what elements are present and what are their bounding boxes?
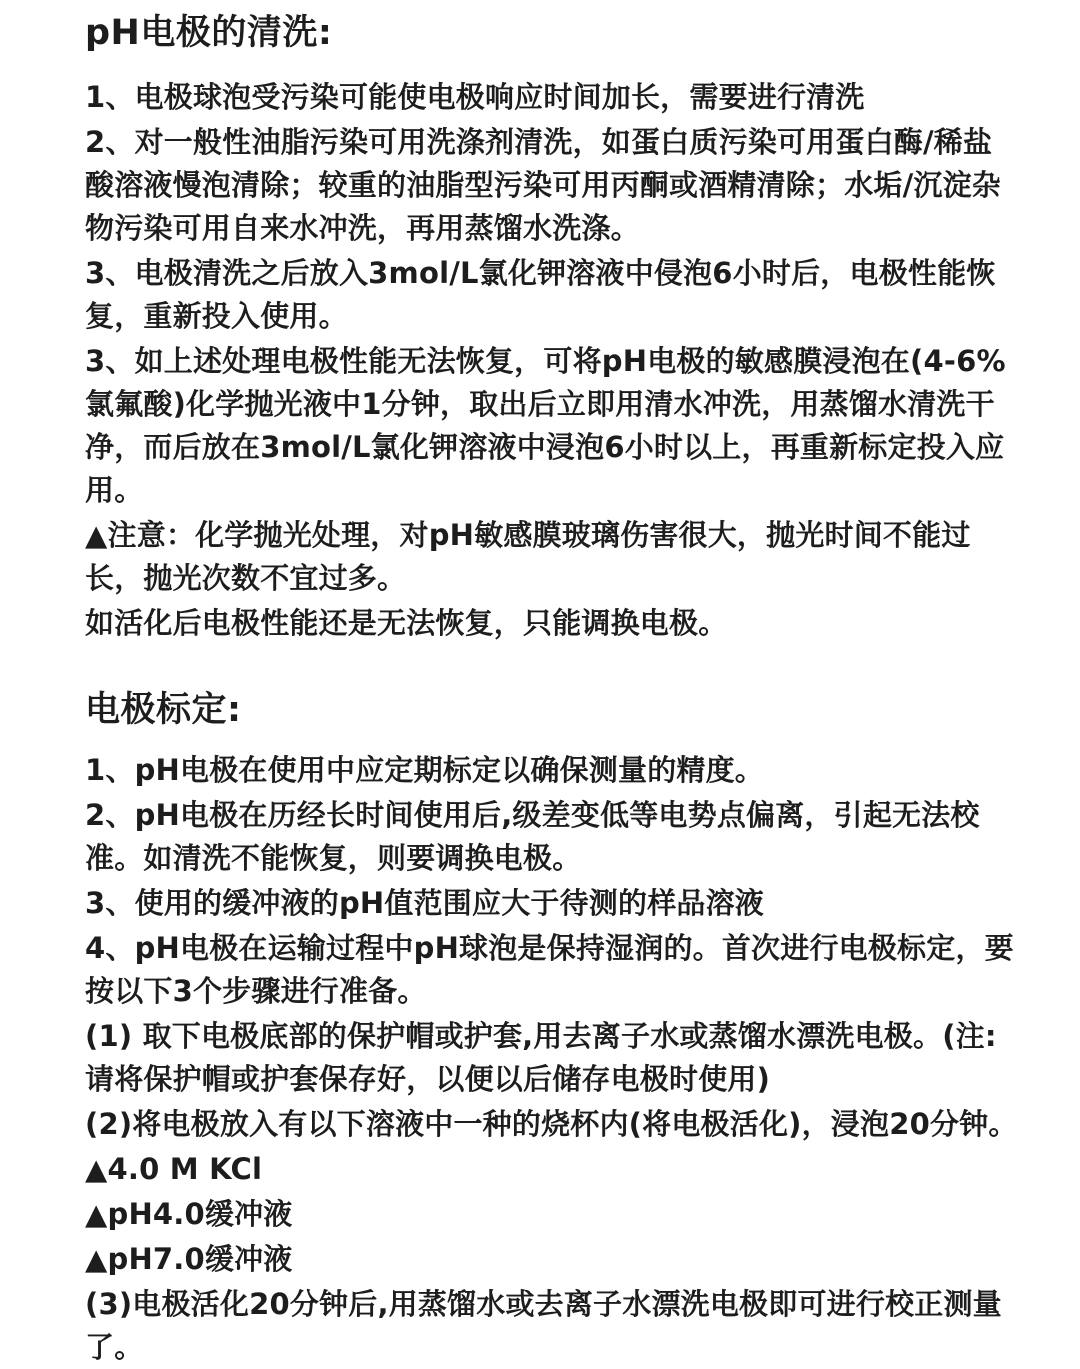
calibration-step-4: 4、pH电极在运输过程中pH球泡是保持湿润的。首次进行电极标定，要按以下3个步骤进行准备。 [85, 931, 1014, 1008]
calibration-prep-1: (1) 取下电极底部的保护帽或护套,用去离子水或蒸馏水漂洗电极。(注:请将保护帽或护套保存好，以便以后储存电极时使用) [85, 1019, 997, 1096]
solution-option-ph4-buffer: ▲pH4.0缓冲液 [85, 1197, 293, 1231]
calibration-prep-2: (2)将电极放入有以下溶液中一种的烧杯内(将电极活化)，浸泡20分钟。 [85, 1107, 1018, 1141]
cleaning-step-3: 3、电极清洗之后放入3mol/L氯化钾溶液中侵泡6小时后，电极性能恢复，重新投入使用。 [85, 256, 996, 333]
solution-option-kcl: ▲4.0 M KCl [85, 1152, 263, 1186]
cleaning-step-1: 1、电极球泡受污染可能使电极响应时间加长，需要进行清洗 [85, 80, 865, 114]
calibration-step-3: 3、使用的缓冲液的pH值范围应大于待测的样品溶液 [85, 886, 765, 920]
section-electrode-calibration [85, 687, 1020, 1369]
solution-option-ph7-buffer: ▲pH7.0缓冲液 [85, 1242, 293, 1276]
section-ph-electrode-cleaning [85, 10, 1020, 645]
calibration-step-2: 2、pH电极在历经长时间使用后,级差变低等电势点偏离，引起无法校准。如清洗不能恢复，则要调换电极。 [85, 798, 980, 875]
cleaning-warning-note: ▲注意：化学抛光处理，对pH敏感膜玻璃伤害很大，抛光时间不能过长，抛光次数不宜过多。 [85, 518, 971, 595]
calibration-section-title: 电极标定: [85, 690, 242, 730]
calibration-prep-3: (3)电极活化20分钟后,用蒸馏水或去离子水漂洗电极即可进行校正测量了。 [85, 1287, 1002, 1364]
cleaning-section-title: pH电极的清洗: [85, 13, 333, 53]
calibration-step-1: 1、pH电极在使用中应定期标定以确保测量的精度。 [85, 753, 765, 787]
cleaning-step-4: 3、如上述处理电极性能无法恢复，可将pH电极的敏感膜浸泡在(4-6%氯氟酸)化学抛光液中1分钟，取出后立即用清水冲洗，用蒸馏水清洗干净，而后放在3mol/L氯化钾溶液中浸泡6小时以上，再重新标定投入应用。 [85, 344, 1006, 507]
cleaning-step-2: 2、对一般性油脂污染可用洗涤剂清洗，如蛋白质污染可用蛋白酶/稀盐酸溶液慢泡清除；较重的油脂型污染可用丙酮或酒精清除；水垢/沉淀杂物污染可用自来水冲洗，再用蒸馏水洗涤。 [85, 125, 1001, 245]
cleaning-final-note: 如活化后电极性能还是无法恢复，只能调换电极。 [85, 606, 728, 640]
